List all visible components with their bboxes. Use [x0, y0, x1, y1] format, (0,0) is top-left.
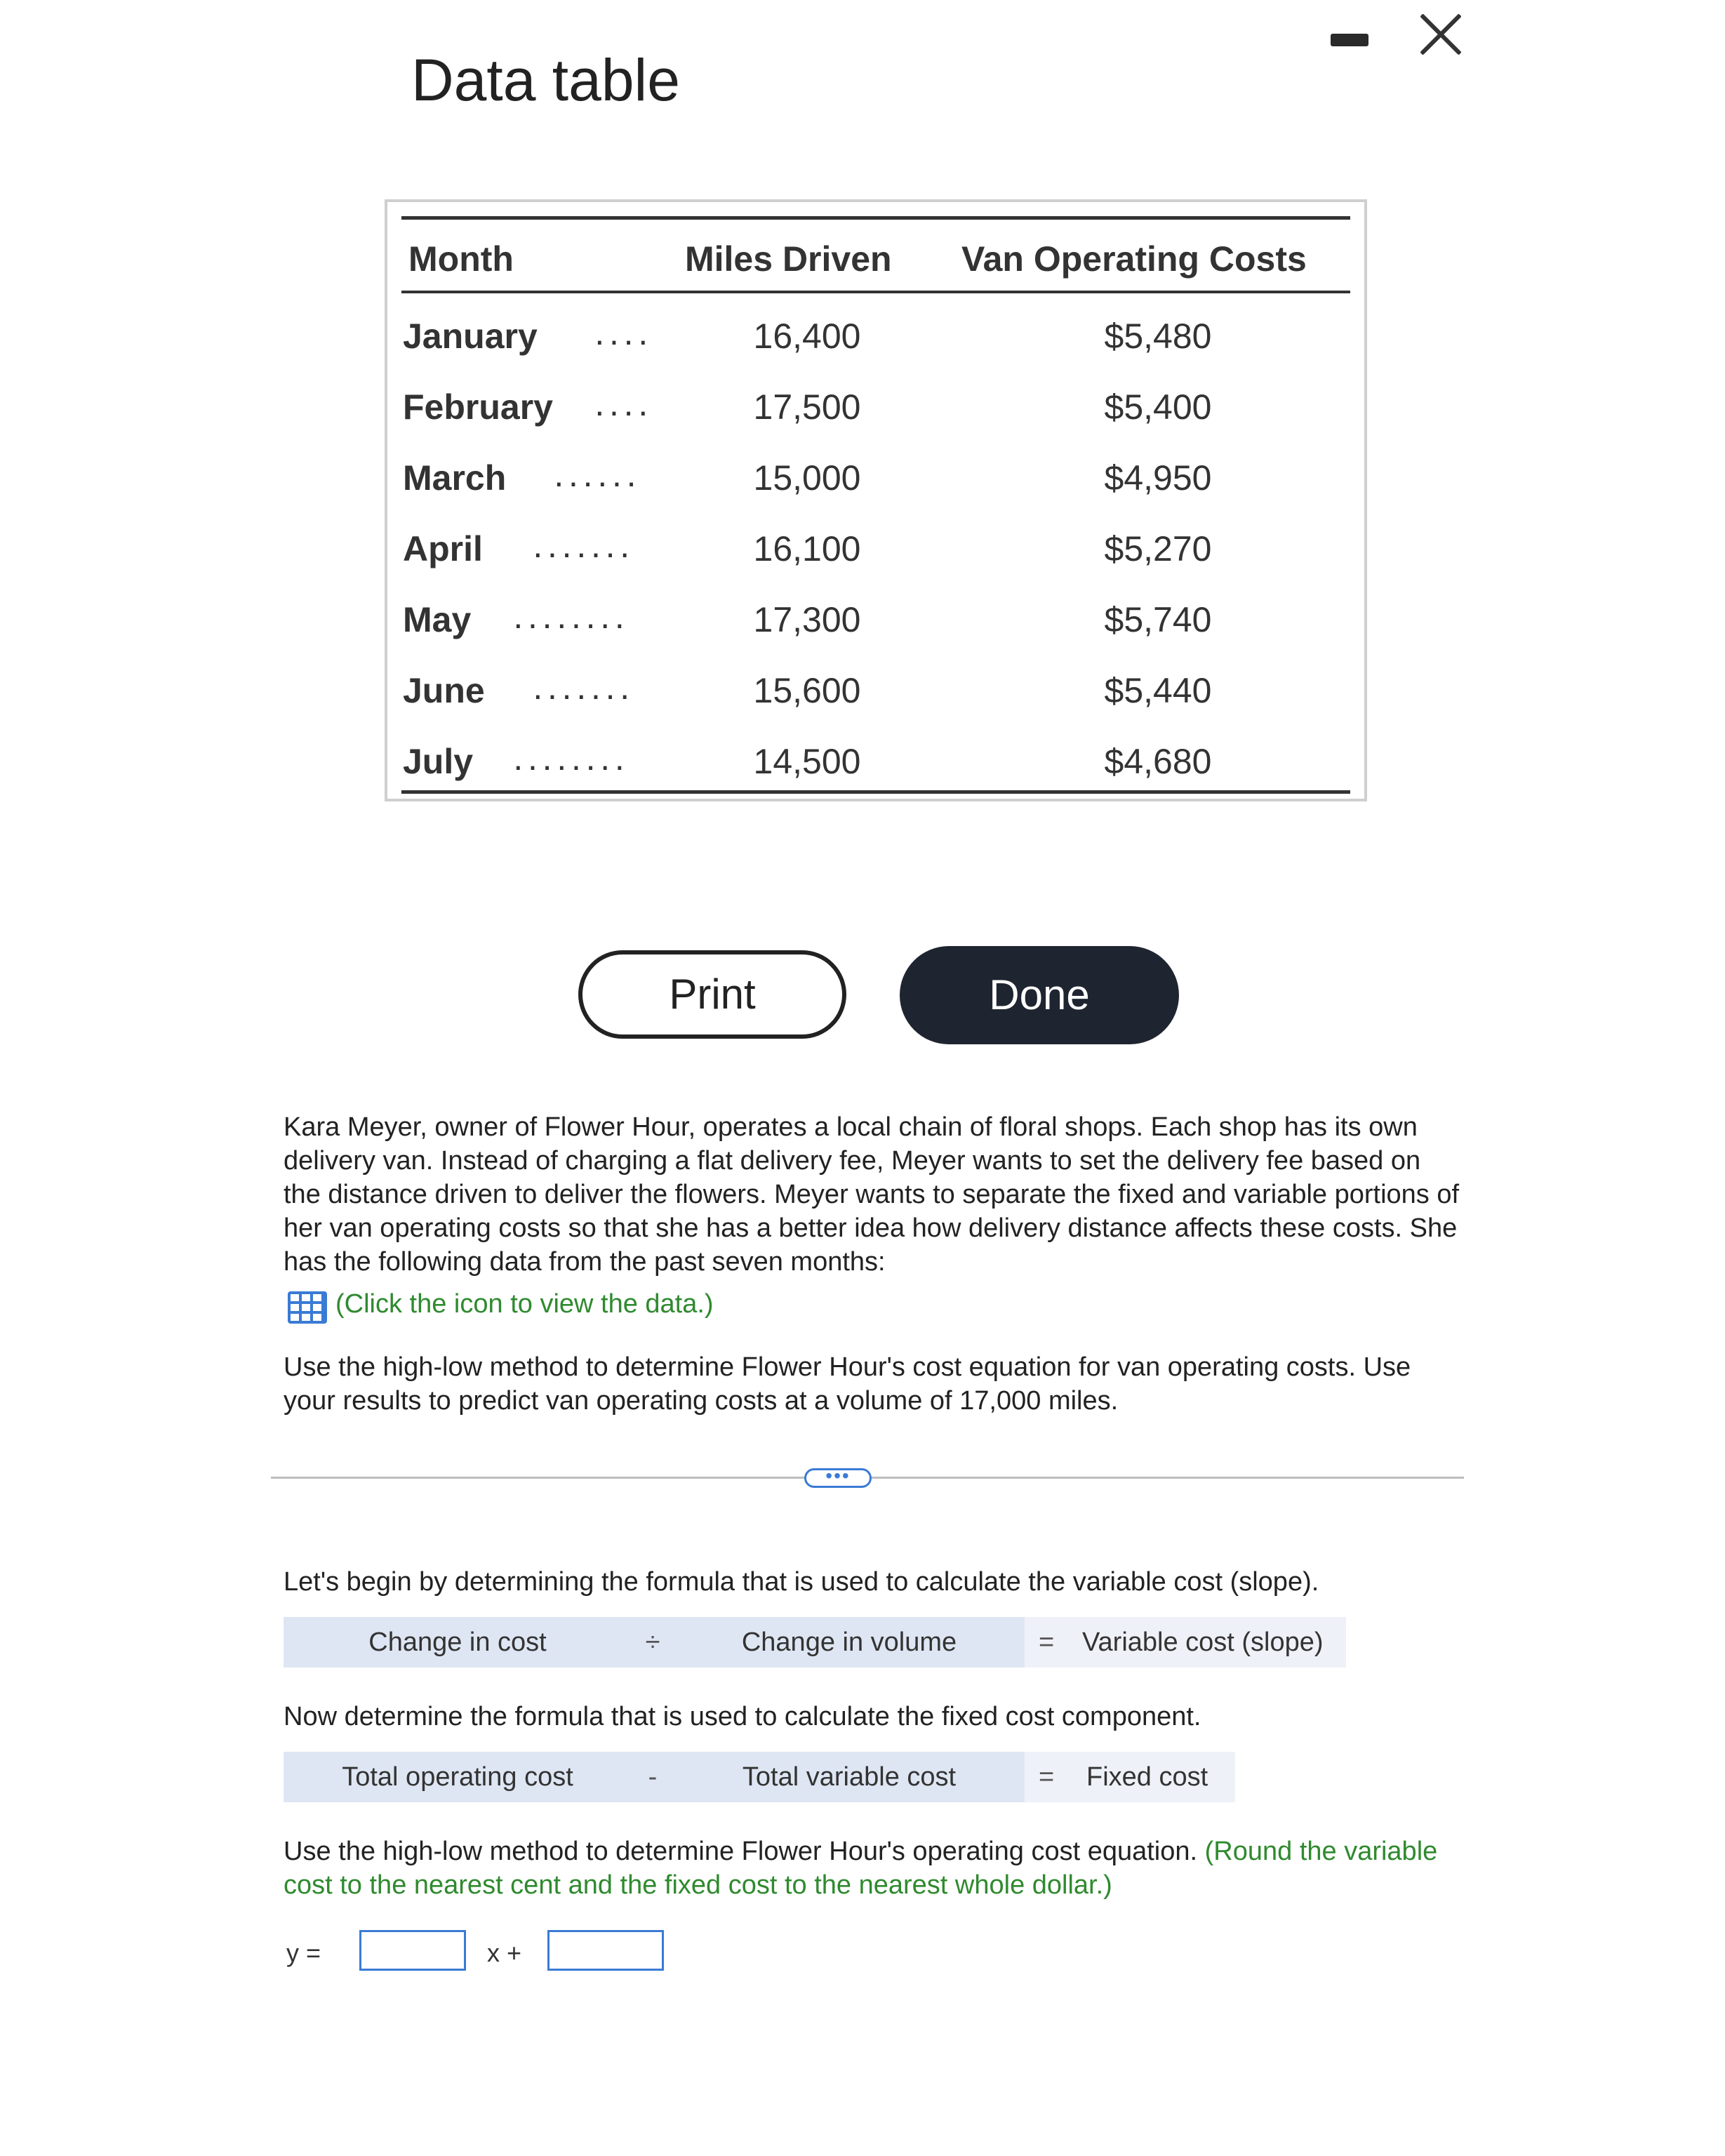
- cost-cell: $5,400: [1104, 387, 1212, 427]
- intercept-input[interactable]: [547, 1930, 664, 1971]
- fixed-cost-result-label: Fixed cost: [1086, 1762, 1208, 1792]
- rounding-hint: (Round the variable cost to the nearest cent and the fixed cost to the nearest whole dollar.): [284, 1837, 1438, 1900]
- variable-cost-term2-select[interactable]: Change in volume: [674, 1617, 1025, 1668]
- minus-operator: -: [632, 1752, 674, 1802]
- miles-cell: 17,300: [753, 600, 861, 639]
- month-cell: January: [403, 317, 538, 356]
- table-row: [0, 458, 1725, 528]
- column-header-miles: Miles Driven: [685, 239, 892, 279]
- month-cell: May: [403, 600, 472, 639]
- table-row: [0, 670, 1725, 740]
- month-cell: March: [403, 458, 507, 498]
- more-button[interactable]: •••: [804, 1468, 872, 1488]
- miles-cell: 15,000: [753, 458, 861, 498]
- miles-cell: 14,500: [753, 742, 861, 781]
- variable-cost-result: [1025, 1617, 1346, 1668]
- fixed-cost-term2-select[interactable]: Total variable cost: [674, 1752, 1025, 1802]
- variable-cost-term1-select[interactable]: Change in cost: [284, 1617, 632, 1668]
- equals-sign: =: [1039, 1628, 1055, 1657]
- leader-dots: ····: [594, 321, 652, 360]
- miles-cell: 15,600: [753, 671, 861, 710]
- leader-dots: ·······: [532, 675, 634, 714]
- step2-prompt: Now determine the formula that is used to calculate the fixed cost component.: [284, 1702, 1201, 1731]
- fixed-cost-term1-select[interactable]: Total operating cost: [284, 1752, 632, 1802]
- leader-dots: ······: [553, 463, 640, 502]
- step1-prompt: Let's begin by determining the formula that is used to calculate the variable cost (slope).: [284, 1567, 1319, 1597]
- print-button[interactable]: Print: [578, 950, 846, 1039]
- table-row: [0, 528, 1725, 599]
- done-button[interactable]: Done: [900, 946, 1179, 1044]
- miles-cell: 16,100: [753, 529, 861, 568]
- cost-cell: $4,680: [1104, 742, 1212, 781]
- month-cell: February: [403, 387, 553, 427]
- modal-title: Data table: [411, 47, 680, 113]
- month-cell: June: [403, 671, 485, 710]
- table-row: [0, 741, 1725, 811]
- variable-cost-result-label: Variable cost (slope): [1082, 1628, 1324, 1657]
- table-row: [0, 316, 1725, 386]
- miles-cell: 16,400: [753, 317, 861, 356]
- column-header-cost: Van Operating Costs: [961, 239, 1307, 279]
- cost-cell: $5,740: [1104, 600, 1212, 639]
- problem-paragraph: Kara Meyer, owner of Flower Hour, operates a local chain of floral shops. Each shop has its own delivery van. Instead of charging a flat delivery fee, Meyer wants to set the delivery fee based on the distance driven to deliver the flowers. Meyer wants to separate the fixed and variable portions of her van operating costs so that she has a better idea how delivery distance affects these costs. She has the following data from the past seven months:: [284, 1112, 1460, 1277]
- leader-dots: ·······: [532, 533, 634, 573]
- leader-dots: ····: [594, 392, 652, 431]
- minimize-button[interactable]: [1331, 34, 1368, 46]
- step3-prompt: [284, 1835, 1463, 1902]
- table-header-rule: [401, 291, 1350, 293]
- cost-cell: $5,270: [1104, 529, 1212, 568]
- view-data-link[interactable]: (Click the icon to view the data.): [335, 1289, 714, 1319]
- table-top-rule: [401, 216, 1350, 220]
- divide-operator: ÷: [632, 1617, 674, 1668]
- fixed-cost-result: [1025, 1752, 1235, 1802]
- leader-dots: ········: [512, 746, 629, 785]
- table-grid-icon[interactable]: [288, 1291, 327, 1324]
- miles-cell: 17,500: [753, 387, 861, 427]
- leader-dots: ········: [512, 604, 629, 644]
- cost-cell: $4,950: [1104, 458, 1212, 498]
- equals-sign: =: [1039, 1762, 1055, 1792]
- instruction-text: Use the high-low method to determine Flower Hour's cost equation for van operating costs. Use your results to predict van operating costs at a volume of 17,000 miles.: [284, 1352, 1411, 1416]
- month-cell: April: [403, 529, 483, 568]
- cost-cell: $5,480: [1104, 317, 1212, 356]
- cost-cell: $5,440: [1104, 671, 1212, 710]
- x-plus-label: x +: [487, 1938, 522, 1967]
- table-row: [0, 387, 1725, 457]
- table-row: [0, 599, 1725, 670]
- step3-prompt-text: Use the high-low method to determine Flower Hour's operating cost equation.: [284, 1837, 1198, 1866]
- slope-input[interactable]: [359, 1930, 466, 1971]
- close-icon[interactable]: [1416, 10, 1465, 59]
- y-equals-label: y =: [286, 1938, 321, 1967]
- month-cell: July: [403, 742, 474, 781]
- column-header-month: Month: [408, 239, 514, 279]
